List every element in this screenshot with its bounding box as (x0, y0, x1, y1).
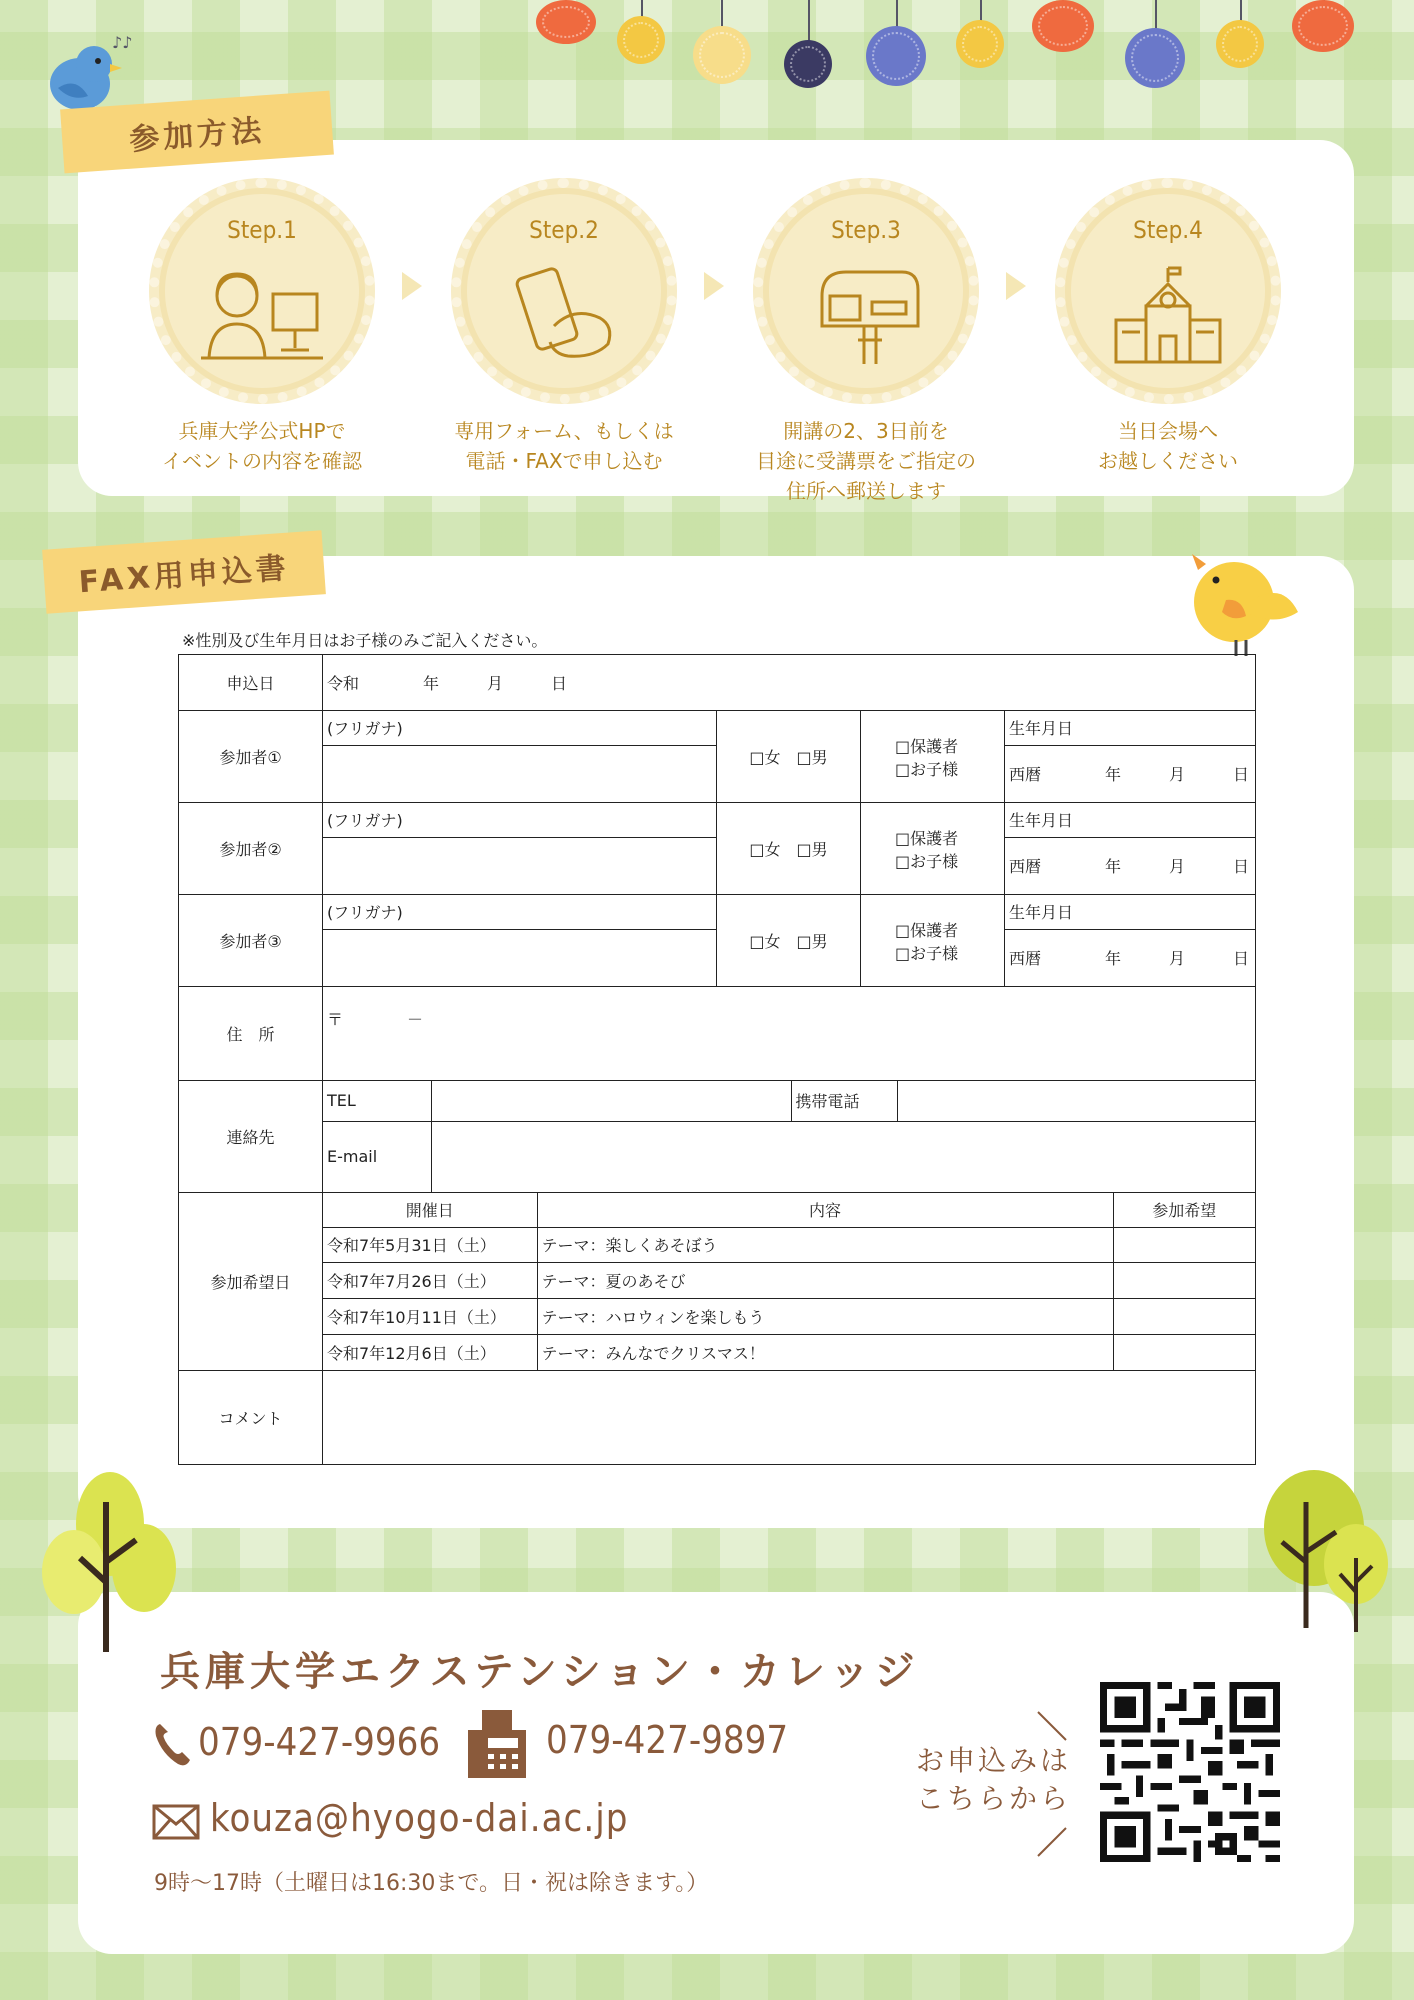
mailbox-icon (806, 266, 926, 366)
step-desc-line: 当日会場へ (1118, 419, 1218, 443)
name-field[interactable] (323, 929, 716, 986)
fax-icon (466, 1708, 528, 1780)
step-label: Step.3 (831, 216, 901, 244)
schedule-header: 参加希望 (1113, 1193, 1255, 1227)
step-2 (424, 178, 704, 476)
school-building-icon (1108, 266, 1228, 366)
email-field[interactable] (431, 1121, 1255, 1192)
section-title: 参加方法 (128, 113, 267, 158)
address-label: 住 所 (179, 987, 323, 1081)
comment-label: コメント (179, 1371, 323, 1465)
mail-icon (152, 1804, 200, 1840)
yellow-bird-icon (1186, 540, 1302, 656)
blue-bird-icon (38, 26, 138, 116)
comment-field[interactable] (323, 1371, 1256, 1465)
role-guardian-checkbox[interactable]: □保護者 (895, 736, 959, 756)
step-3 (726, 178, 1006, 506)
step-desc-line: 目途に受講票をご指定の (756, 449, 976, 473)
birth-label: 生年月日 (1005, 803, 1255, 837)
furigana-field[interactable]: (フリガナ) (323, 895, 716, 929)
phone-hand-icon (504, 266, 624, 366)
schedule-date: 令和7年5月31日（土） (323, 1227, 537, 1263)
step-desc-line: お越しください (1098, 449, 1238, 473)
participant-label: 参加者③ (179, 895, 323, 987)
furigana-field[interactable]: (フリガナ) (323, 711, 716, 745)
schedule-date: 令和7年10月11日（土） (323, 1299, 537, 1335)
step-badge (149, 178, 375, 404)
schedule-wish-field[interactable] (1113, 1335, 1255, 1370)
schedule-date: 令和7年7月26日（土） (323, 1263, 537, 1299)
participant-label: 参加者① (179, 711, 323, 803)
college-name: 兵庫大学エクステンション・カレッジ (160, 1649, 920, 1695)
birth-field[interactable]: 西暦 年 月 日 (1009, 765, 1250, 785)
furigana-field[interactable]: (フリガナ) (323, 803, 716, 837)
tree-right-icon (1256, 1462, 1390, 1632)
step-arrow (1006, 272, 1026, 300)
schedule-theme: テーマ：夏のあそび (537, 1263, 1113, 1299)
fax-application-form (178, 654, 1256, 1465)
mobile-label: 携帯電話 (791, 1081, 897, 1121)
qr-code[interactable] (1100, 1682, 1280, 1862)
gender-field[interactable]: □女 □男 (717, 711, 861, 803)
fax-number[interactable]: 079-427-9897 (546, 1718, 789, 1762)
step-label: Step.1 (227, 216, 297, 244)
tel-label: TEL (323, 1081, 431, 1121)
role-guardian-checkbox[interactable]: □保護者 (895, 828, 959, 848)
email-address[interactable]: kouza@hyogo-dai.ac.jp (210, 1796, 629, 1840)
step-badge (1055, 178, 1281, 404)
phone-icon (152, 1720, 192, 1768)
step-1 (122, 178, 402, 476)
schedule-row (323, 1227, 1255, 1263)
birth-field[interactable]: 西暦 年 月 日 (1009, 949, 1250, 969)
birth-label: 生年月日 (1005, 711, 1255, 745)
svg-text:♪♪: ♪♪ (112, 33, 133, 52)
address-field[interactable]: 〒 － (323, 987, 1256, 1081)
date-field[interactable]: 令和 年 月 日 (323, 655, 1256, 711)
schedule-header: 内容 (537, 1193, 1113, 1227)
email-label: E-mail (323, 1121, 431, 1192)
step-arrow (704, 272, 724, 300)
name-field[interactable] (323, 837, 716, 894)
birth-label: 生年月日 (1005, 895, 1255, 929)
step-badge (451, 178, 677, 404)
name-field[interactable] (323, 745, 716, 802)
contact-label: 連絡先 (179, 1081, 323, 1193)
role-child-checkbox[interactable]: □お子様 (895, 851, 959, 871)
form-note: ※性別及び生年月日はお子様のみご記入ください。 (182, 631, 548, 650)
apply-line: こちらから (916, 1782, 1072, 1815)
step-badge (753, 178, 979, 404)
mobile-field[interactable] (897, 1081, 1255, 1121)
step-label: Step.4 (1133, 216, 1203, 244)
schedule-header: 開催日 (323, 1193, 537, 1227)
schedule-theme: テーマ：ハロウィンを楽しもう (537, 1299, 1113, 1335)
schedule-label: 参加希望日 (179, 1193, 323, 1371)
gender-field[interactable]: □女 □男 (717, 803, 861, 895)
person-computer-icon (197, 266, 327, 366)
schedule-theme: テーマ：みんなでクリスマス！ (537, 1335, 1113, 1370)
role-guardian-checkbox[interactable]: □保護者 (895, 920, 959, 940)
participant-row (179, 711, 1256, 803)
section-title: FAX用申込書 (77, 550, 291, 601)
schedule-row (323, 1335, 1255, 1370)
schedule-row (323, 1263, 1255, 1299)
step-desc-line: 専用フォーム、もしくは (454, 419, 674, 443)
gender-field[interactable]: □女 □男 (717, 895, 861, 987)
tel-number[interactable]: 079-427-9966 (198, 1720, 441, 1764)
step-4 (1028, 178, 1308, 476)
birth-field[interactable]: 西暦 年 月 日 (1009, 857, 1250, 877)
role-child-checkbox[interactable]: □お子様 (895, 943, 959, 963)
schedule-row (323, 1299, 1255, 1335)
apply-text (916, 1742, 1071, 1818)
tree-left-icon (40, 1462, 180, 1652)
role-child-checkbox[interactable]: □お子様 (895, 759, 959, 779)
date-label: 申込日 (179, 655, 323, 711)
step-desc-line: 住所へ郵送します (786, 479, 946, 503)
step-desc-line: イベントの内容を確認 (162, 449, 362, 473)
participant-row (179, 803, 1256, 895)
business-hours: 9時～17時（土曜日は16:30まで。日・祝は除きます。） (154, 1871, 709, 1896)
schedule-theme: テーマ：楽しくあそぼう (537, 1227, 1113, 1263)
step-label: Step.2 (529, 216, 599, 244)
schedule-wish-field[interactable] (1113, 1227, 1255, 1263)
step-desc-line: 開講の2、3日前を (783, 419, 949, 443)
apply-line: お申込みは (916, 1744, 1072, 1777)
schedule-table (323, 1193, 1255, 1370)
tel-field[interactable] (431, 1081, 791, 1121)
step-arrow (402, 272, 422, 300)
participant-label: 参加者② (179, 803, 323, 895)
step-desc-line: 電話・FAXで申し込む (465, 449, 663, 473)
participant-row (179, 895, 1256, 987)
schedule-wish-field[interactable] (1113, 1263, 1255, 1299)
schedule-wish-field[interactable] (1113, 1299, 1255, 1335)
schedule-date: 令和7年12月6日（土） (323, 1335, 537, 1370)
step-desc-line: 兵庫大学公式HPで (178, 419, 346, 443)
